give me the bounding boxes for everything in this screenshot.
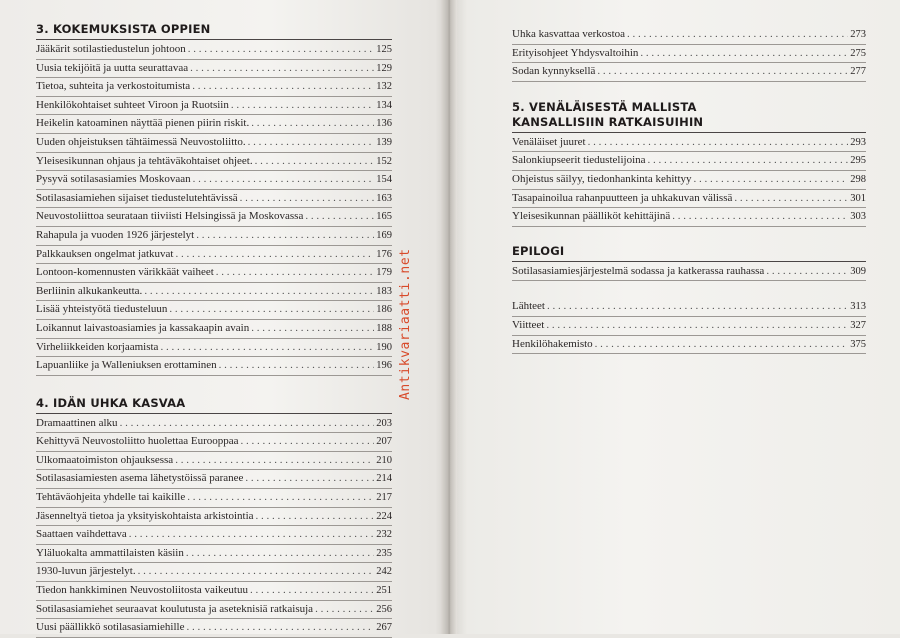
toc-entry [36, 134, 392, 153]
left-toc-column [36, 22, 392, 638]
toc-entry [36, 153, 392, 172]
chapter-5-title-line2: KANSALLISIIN RATKAISUIHIN [512, 114, 704, 129]
toc-page-number: 165 [376, 211, 392, 223]
toc-page-number: 179 [376, 267, 392, 279]
toc-leader-dots [315, 601, 374, 619]
toc-leader-dots [216, 264, 374, 282]
toc-page-number: 176 [376, 248, 392, 260]
toc-page-number: 210 [376, 454, 392, 466]
toc-page-number: 154 [376, 174, 392, 186]
toc-leader-dots [186, 619, 374, 637]
toc-entry-title: Sotilasasiamiehet seuraavat koulutusta ja aseteknisiä ratkaisuja [36, 602, 314, 615]
toc-entry-title: Loikannut laivastoasiamies ja kassakaapin avain [36, 321, 250, 334]
toc-entry [512, 208, 866, 227]
toc-entry [36, 433, 392, 452]
toc-entry [512, 171, 866, 190]
toc-entry-title: Sodan kynnyksellä [512, 65, 596, 78]
toc-entry [36, 545, 392, 564]
toc-leader-dots [219, 357, 375, 375]
book-gutter [441, 0, 457, 634]
toc-entry [512, 317, 866, 336]
toc-leader-dots [190, 60, 374, 78]
toc-leader-dots [734, 190, 848, 208]
right-toc-column [512, 26, 866, 354]
toc-entry [36, 301, 392, 320]
toc-page-number: 207 [376, 436, 392, 448]
toc-entry [36, 508, 392, 527]
toc-entry [36, 563, 392, 582]
toc-entry [36, 190, 392, 209]
toc-leader-dots [186, 545, 374, 563]
toc-leader-dots [255, 153, 375, 171]
toc-entry-title: Henkilöhakemisto [512, 337, 593, 350]
toc-leader-dots [250, 582, 374, 600]
toc-page-number: 293 [850, 136, 866, 148]
toc-page-number: 125 [376, 44, 392, 55]
toc-entry-title: Uuden ohjeistuksen tähtäimessä Neuvostoliitto. [36, 135, 246, 148]
toc-page-number: 298 [850, 173, 866, 185]
toc-page-number: 303 [850, 211, 866, 223]
toc-page-number: 129 [376, 62, 392, 74]
toc-entry-title: Dramaattinen alku [36, 416, 118, 429]
toc-leader-dots [144, 283, 374, 301]
toc-entry-title: Tietoa, suhteita ja verkostoitumista [36, 80, 191, 93]
toc-page-number: 190 [376, 341, 392, 353]
toc-page-number: 132 [376, 81, 392, 93]
toc-entry-title: Yleisesikunnan päälliköt kehittäjinä [512, 210, 671, 223]
toc-entry-title: Jäsenneltyä tietoa ja yksityiskohtaista arkistointia [36, 509, 254, 522]
toc-entry-title: Tasapainoilua rahanpuutteen ja uhkakuvan välissä [512, 191, 733, 204]
toc-leader-dots [251, 115, 374, 133]
toc-entry-title: Uusi päällikkö sotilasasiamiehille [36, 621, 185, 634]
toc-entry-title: Saattaen vaihdettava [36, 528, 127, 541]
toc-entry-title: Heikelin katoaminen näyttää pienen piirin riskit. [36, 117, 250, 130]
toc-entry-title: 1930-luvun järjestelyt. [36, 565, 136, 578]
toc-entry [512, 134, 866, 153]
chapter-5-title [512, 100, 866, 133]
toc-leader-dots [120, 415, 375, 433]
toc-entry-title: Lontoon-komennusten värikkäät vaiheet [36, 266, 214, 279]
toc-leader-dots [175, 246, 374, 264]
toc-page-number: 327 [850, 319, 866, 331]
toc-leader-dots [231, 97, 374, 115]
chapter-4-continued-entries [512, 26, 866, 82]
toc-entry [512, 336, 866, 355]
toc-page-number: 139 [376, 136, 392, 148]
toc-entry-title: Tiedon hankkiminen Neuvostoliitosta vaikeutuu [36, 584, 248, 597]
toc-leader-dots [160, 339, 374, 357]
toc-leader-dots [175, 452, 374, 470]
toc-entry-title: Sotilasasiamiesten asema lähetystöissä paranee [36, 472, 244, 485]
toc-entry-title: Lisää yhteistyötä tiedusteluun [36, 303, 168, 316]
toc-entry-title: Kehittyvä Neuvostoliitto huolettaa Eurooppaa [36, 435, 239, 448]
toc-page-number: 169 [376, 229, 392, 241]
toc-entry-title: Lähteet [512, 300, 545, 313]
toc-page-number: 224 [376, 510, 392, 522]
toc-entry [512, 190, 866, 209]
toc-entry [512, 298, 866, 317]
epilogue-title: EPILOGI [512, 244, 866, 262]
toc-entry-title: Lapuanliike ja Walleniuksen erottaminen [36, 359, 217, 372]
toc-page-number: 295 [850, 155, 866, 167]
toc-entry-title: Pysyvä sotilasasiamies Moskovaan [36, 173, 191, 186]
toc-entry [512, 45, 866, 64]
toc-entry [36, 60, 392, 79]
toc-leader-dots [196, 227, 374, 245]
toc-entry-title: Jääkärit sotilastiedustelun johtoon [36, 43, 186, 55]
toc-leader-dots [672, 208, 848, 226]
toc-leader-dots [256, 508, 375, 526]
toc-entry [36, 619, 392, 638]
toc-entry-title: Sotilasasiamiesjärjestelmä sodassa ja katkerassa rauhassa [512, 264, 765, 277]
chapter-5-title-line1: 5. VENÄLÄISESTÄ MALLISTA [512, 99, 697, 114]
toc-page-number: 203 [376, 417, 392, 429]
toc-leader-dots [595, 336, 849, 354]
toc-page-number: 152 [376, 155, 392, 167]
toc-entry [512, 152, 866, 171]
chapter-4-entries [36, 415, 392, 638]
toc-leader-dots [241, 433, 375, 451]
toc-leader-dots [248, 134, 375, 152]
toc-page-number: 242 [376, 566, 392, 578]
toc-entry [36, 171, 392, 190]
toc-entry [36, 115, 392, 134]
toc-entry [36, 41, 392, 60]
toc-page-number: 163 [376, 192, 392, 204]
toc-entry [36, 489, 392, 508]
toc-entry-title: Sotilasasiamiehen sijaiset tiedustelutehtävissä [36, 191, 238, 204]
toc-leader-dots [129, 526, 375, 544]
toc-entry [36, 78, 392, 97]
toc-leader-dots [766, 263, 848, 281]
toc-page-number: 301 [850, 192, 866, 204]
toc-page-number: 275 [850, 47, 866, 59]
toc-page-number: 256 [376, 603, 392, 615]
toc-page-number: 232 [376, 529, 392, 541]
toc-page-number: 309 [850, 265, 866, 277]
toc-entry-title: Yläluokalta ammattilaisten käsiin [36, 546, 184, 559]
toc-page-number: 251 [376, 585, 392, 597]
toc-leader-dots [240, 190, 375, 208]
toc-page-number: 188 [376, 322, 392, 334]
toc-entry-title: Venäläiset juuret [512, 135, 586, 148]
toc-page-number: 277 [850, 66, 866, 78]
toc-entry [36, 582, 392, 601]
toc-entry [512, 63, 866, 82]
toc-page-number: 136 [376, 118, 392, 130]
toc-entry-title: Tehtäväohjeita yhdelle tai kaikille [36, 491, 186, 504]
toc-leader-dots [546, 317, 848, 335]
toc-entry-title: Viitteet [512, 318, 545, 331]
toc-leader-dots [188, 41, 375, 59]
toc-leader-dots [187, 489, 374, 507]
toc-entry-title: Uhka kasvattaa verkostoa [512, 28, 626, 40]
toc-page-number: 196 [376, 360, 392, 372]
toc-entry-title: Uusia tekijöitä ja uutta seurattavaa [36, 61, 189, 74]
toc-entry-title: Henkilökohtaiset suhteet Viroon ja Ruotsiin [36, 98, 229, 111]
toc-entry [36, 320, 392, 339]
toc-page-number: 235 [376, 547, 392, 559]
toc-entry-title: Palkkauksen ongelmat jatkuvat [36, 247, 174, 260]
toc-entry [36, 470, 392, 489]
toc-leader-dots [547, 298, 848, 316]
toc-leader-dots [597, 63, 848, 81]
toc-entry [36, 264, 392, 283]
toc-entry [36, 526, 392, 545]
toc-page-number: 313 [850, 301, 866, 313]
chapter-3-title: 3. KOKEMUKSISTA OPPIEN [36, 22, 392, 40]
toc-entry [512, 26, 866, 45]
toc-page-number: 134 [376, 99, 392, 111]
epilogue-entries [512, 263, 866, 282]
toc-entry [36, 246, 392, 265]
chapter-3-entries [36, 41, 392, 376]
toc-entry [36, 97, 392, 116]
watermark-text: Antikvariaatti.net [398, 248, 413, 400]
toc-leader-dots [640, 45, 848, 63]
toc-leader-dots [648, 152, 849, 170]
toc-page-number: 273 [850, 29, 866, 40]
toc-entry-title: Erityisohjeet Yhdysvaltoihin [512, 46, 639, 59]
back-matter-entries [512, 298, 866, 354]
toc-page-number: 186 [376, 304, 392, 316]
toc-page-number: 217 [376, 492, 392, 504]
toc-entry-title: Yleisesikunnan ohjaus ja tehtäväkohtaiset ohjeet. [36, 154, 253, 167]
toc-entry-title: Virheliikkeiden korjaamista [36, 340, 159, 353]
toc-entry [36, 357, 392, 376]
toc-entry [36, 452, 392, 471]
toc-entry-title: Ohjeistus säilyy, tiedonhankinta kehittyy [512, 172, 692, 185]
toc-leader-dots [251, 320, 374, 338]
toc-leader-dots [627, 26, 848, 44]
toc-entry [36, 339, 392, 358]
toc-leader-dots [138, 563, 375, 581]
chapter-5-entries [512, 134, 866, 227]
toc-entry-title: Neuvostoliittoa seurataan tiiviisti Helsingissä ja Moskovassa [36, 210, 304, 223]
toc-entry [36, 415, 392, 434]
toc-leader-dots [192, 78, 374, 96]
toc-leader-dots [169, 301, 374, 319]
toc-entry-title: Berliinin alkukankeutta. [36, 284, 143, 297]
toc-entry [36, 227, 392, 246]
toc-entry-title: Salonkiupseerit tiedustelijoina [512, 154, 646, 167]
toc-page-number: 375 [850, 338, 866, 350]
toc-leader-dots [694, 171, 849, 189]
toc-page-number: 214 [376, 473, 392, 485]
toc-entry [512, 263, 866, 282]
toc-entry [36, 601, 392, 620]
toc-page-number: 267 [376, 622, 392, 634]
toc-entry-title: Ulkomaatoimiston ohjauksessa [36, 453, 174, 466]
toc-leader-dots [305, 208, 374, 226]
toc-leader-dots [588, 134, 849, 152]
toc-entry [36, 208, 392, 227]
toc-leader-dots [193, 171, 375, 189]
toc-entry [36, 283, 392, 302]
toc-entry-title: Rahapula ja vuoden 1926 järjestelyt [36, 228, 195, 241]
toc-leader-dots [245, 470, 374, 488]
toc-page-number: 183 [376, 285, 392, 297]
chapter-4-title: 4. IDÄN UHKA KASVAA [36, 396, 392, 414]
